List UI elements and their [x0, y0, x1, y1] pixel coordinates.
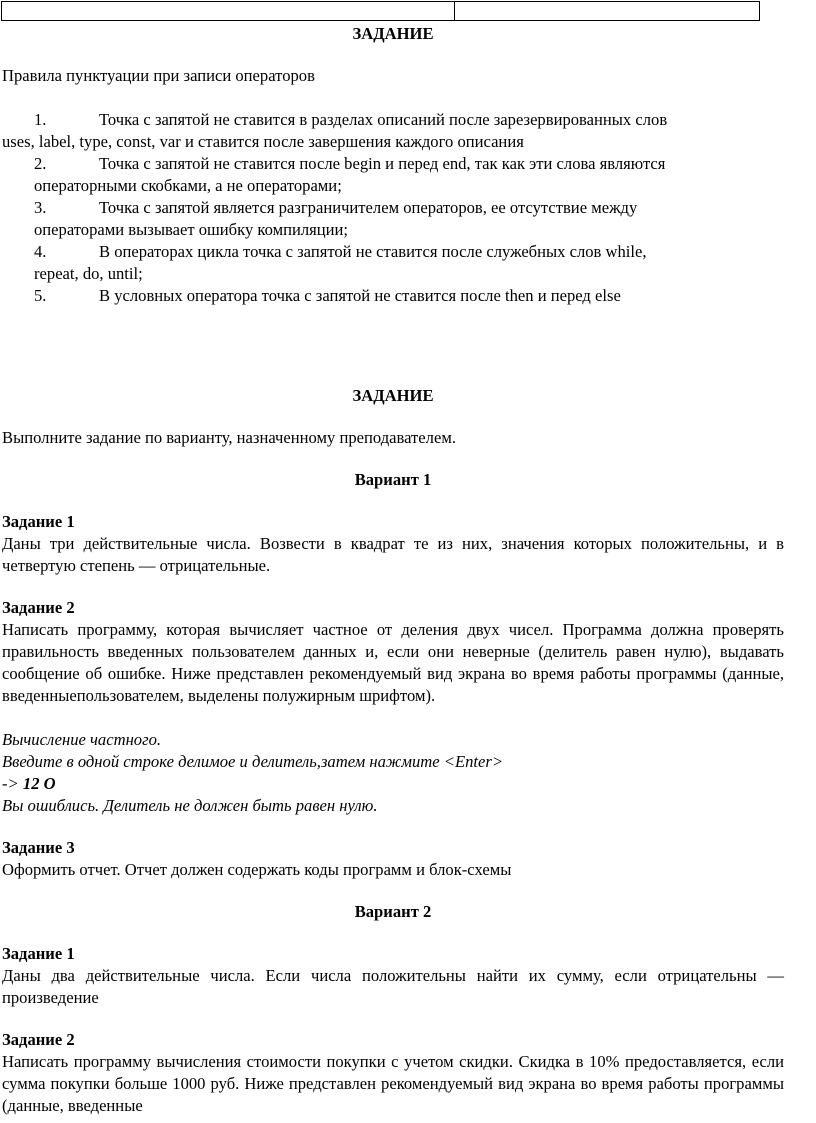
rule-text-cont: repeat, do, until;	[34, 264, 143, 283]
section1-title: ЗАДАНИЕ	[352, 24, 434, 43]
list-item	[2, 241, 784, 285]
rule-text: Точка с запятой является разграничителем операторов, ее отсутствие между	[99, 198, 638, 217]
header-table	[1, 1, 760, 21]
rule-text: В условных оператора точка с запятой не ставится после then и перед else	[99, 286, 621, 305]
list-item	[2, 285, 784, 307]
v2-task1-text: Даны два действительные числа. Если числа положительны найти их сумму, если отрицательны — произведение	[2, 966, 784, 1007]
v2-task2-text: Написать программу вычисления стоимости покупки с учетом скидки. Скидка в 10% предоставляется, если сумма покупки больше 1000 руб. Ниже представлен рекомендуемый вид экрана во время работы программы (данные, введенные	[2, 1052, 784, 1115]
list-item	[2, 197, 784, 241]
rule-text: Точка с запятой не ставится в разделах описаний после зарезервированных слов	[99, 110, 668, 129]
v2-task1-title: Задание 1	[2, 944, 75, 963]
v1-task1-title: Задание 1	[2, 512, 75, 531]
v1-task3-text: Оформить отчет. Отчет должен содержать коды программ и блок-схемы	[2, 860, 512, 879]
screen-line-4: Вы ошиблись. Делитель не должен быть равен нулю.	[2, 796, 378, 815]
rule-text-cont: операторными скобками, а не операторами;	[34, 176, 342, 195]
v1-task2-title: Задание 2	[2, 598, 75, 617]
rule-number: 5.	[34, 286, 47, 305]
rule-text-cont: uses, label, type, const, var и ставится после завершения каждого описания	[2, 132, 524, 151]
rule-number: 2.	[34, 154, 47, 173]
section2-title: ЗАДАНИЕ	[352, 386, 434, 405]
rules-list	[2, 109, 784, 307]
v1-task3-title: Задание 3	[2, 838, 75, 857]
rule-text-cont: операторами вызывает ошибку компиляции;	[34, 220, 349, 239]
screen-line-1: Вычисление частного.	[2, 730, 162, 749]
screen-prompt: ->	[2, 774, 19, 793]
document-page	[2, 21, 784, 1117]
rule-number: 4.	[34, 242, 47, 261]
list-item	[2, 109, 784, 153]
section1-intro: Правила пунктуации при записи операторов	[2, 66, 315, 85]
screen-line-3	[2, 773, 784, 795]
rule-text: Точка с запятой не ставится после begin и перед end, так как эти слова являются	[99, 154, 666, 173]
rule-number: 1.	[34, 110, 47, 129]
variant1-title: Вариант 1	[354, 470, 432, 489]
v2-task2-title: Задание 2	[2, 1030, 75, 1049]
v1-task1-text: Даны три действительные числа. Возвести в квадрат те из них, значения которых положительны, и в четвертую степень — отрицательные.	[2, 534, 784, 575]
rule-text: В операторах цикла точка с запятой не ставится после служебных слов while,	[99, 242, 647, 261]
screen-input: 12 O	[22, 774, 56, 793]
rule-number: 3.	[34, 198, 47, 217]
section2-intro: Выполните задание по варианту, назначенному преподавателем.	[2, 428, 456, 447]
list-item	[2, 153, 784, 197]
v1-task2-text: Написать программу, которая вычисляет частное от деления двух чисел. Программа должна проверять правильность введенных пользователем данных и, если они неверные (делитель равен нулю), выдавать сообщение об ошибке. Ниже представлен рекомендуемый вид экрана во время работы программы (данные, введенныепользователем, выделены полужирным шрифтом).	[2, 620, 784, 705]
variant2-title: Вариант 2	[354, 902, 432, 921]
screen-line-2: Введите в одной строке делимое и делитель,затем нажмите <Enter>	[2, 752, 504, 771]
table-cell-divider	[454, 2, 455, 20]
